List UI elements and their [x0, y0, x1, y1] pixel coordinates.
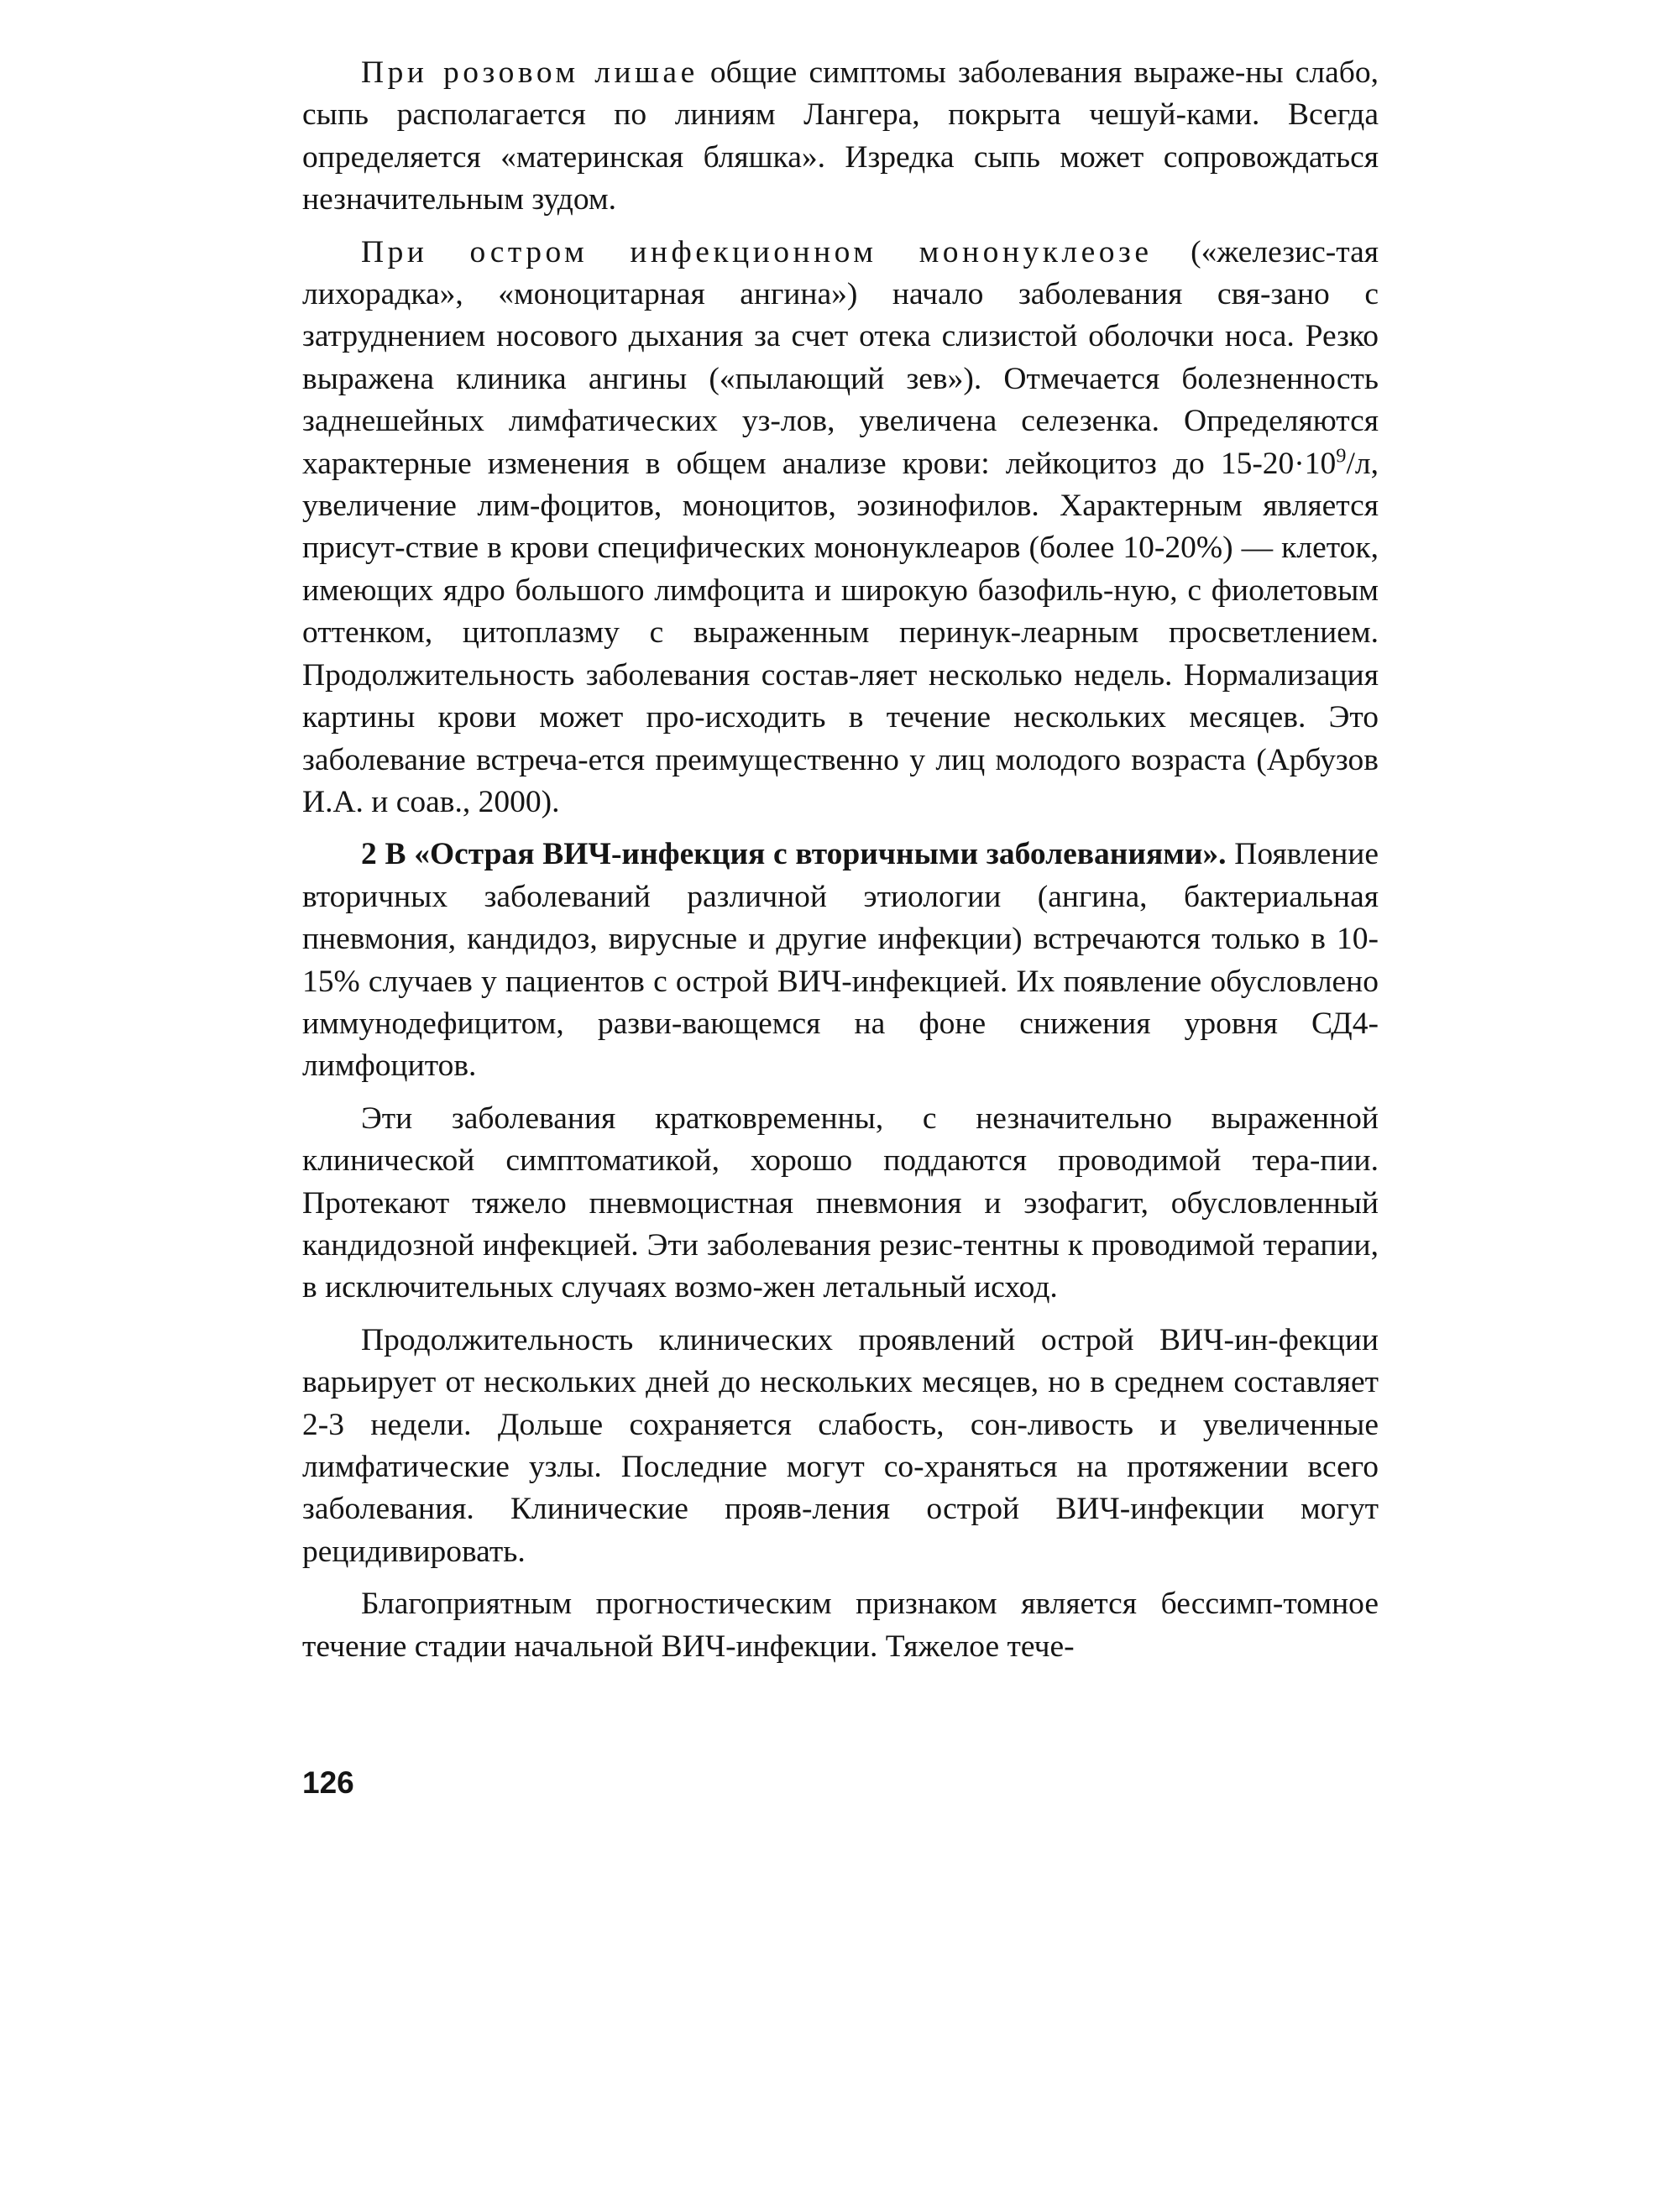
paragraph-text: Появление вторичных заболеваний различной этиологии (ангина, бактериальная пневмония, кандидоз, вирусные и другие инфекции) встречаются только в 10-15% случаев у пациентов с острой ВИЧ-инфекцией. Их появление обусловлено иммунодефицитом, разви-вающемся на фоне снижения уровня СД4- лимфоцитов. — [302, 837, 1379, 1084]
paragraph-text: («железис-тая лихорадка», «моноцитарная ангина») начало заболевания свя-зано с затруднением носового дыхания за счет отека слизистой оболочки носа. Резко выражена клиника ангины («пылающий зев»). Отмечается болезненность заднешейных лимфатических уз-лов, увеличена селезенка. Определяются характерные изменения в общем анализе крови: лейкоцитоз до 15-20·10 — [302, 234, 1379, 481]
term-rose-lichen: При розовом лишае — [361, 55, 699, 90]
section-heading-2b: 2 В «Острая ВИЧ-инфекция с вторичными заболеваниями». — [361, 837, 1227, 872]
paragraph-duration: Продолжительность клинических проявлений острой ВИЧ-ин-фекции варьирует от нескольких дней до нескольких месяцев, но в среднем составляет 2-3 недели. Дольше сохраняется слабость, сон-ливость и увеличенные лимфатические узлы. Последние могут со-храняться на протяжении всего заболевания. Клинические прояв-ления острой ВИЧ-инфекции могут рецидивировать. — [302, 1322, 1379, 1569]
paragraph-mononucleosis — [302, 232, 1379, 824]
page-number: 126 — [302, 1765, 354, 1800]
paragraph-short-term-diseases: Эти заболевания кратковременны, с незначительно выраженной клинической симптоматикой, хорошо поддаются проводимой тера-пии. Протекают тяжело пневмоцистная пневмония и эзофагит, обусловленный кандидозной инфекцией. Эти заболевания резис-тентны к проводимой терапии, в исключительных случаях возмо-жен летальный исход. — [302, 1101, 1379, 1305]
superscript-exponent: 9 — [1336, 444, 1347, 468]
page-body — [302, 52, 1379, 1678]
paragraph-secondary-diseases — [302, 834, 1379, 1087]
paragraph-text: общие симптомы заболевания выраже-ны слабо, сыпь располагается по линиям Лангера, покрыта чешуй-ками. Всегда определяется «материнская бляшка». Изредка сыпь может сопровождаться незначительным зудом. — [302, 55, 1379, 217]
paragraph-prognosis: Благоприятным прогностическим признаком является бессимп-томное течение стадии начальной ВИЧ-инфекции. Тяжелое тече- — [302, 1587, 1379, 1664]
term-mononucleosis: При остром инфекционном мононуклеозе — [361, 234, 1153, 269]
paragraph-text-continued: /л, увеличение лим-фоцитов, моноцитов, эозинофилов. Характерным является присут-ствие в крови специфических мононуклеаров (более 10-20%) — клеток, имеющих ядро большого лимфоцита и широкую базофиль-ную, с фиолетовым оттенком, цитоплазму с выраженным перинук-леарным просветлением. Продолжительность заболевания состав-ляет несколько недель. Нормализация картины крови может про-исходить в течение нескольких месяцев. Это заболевание встреча-ется преимущественно у лиц молодого возраста (Арбузов И.А. и соав., 2000). — [302, 446, 1379, 819]
paragraph-rose-lichen — [302, 52, 1379, 222]
